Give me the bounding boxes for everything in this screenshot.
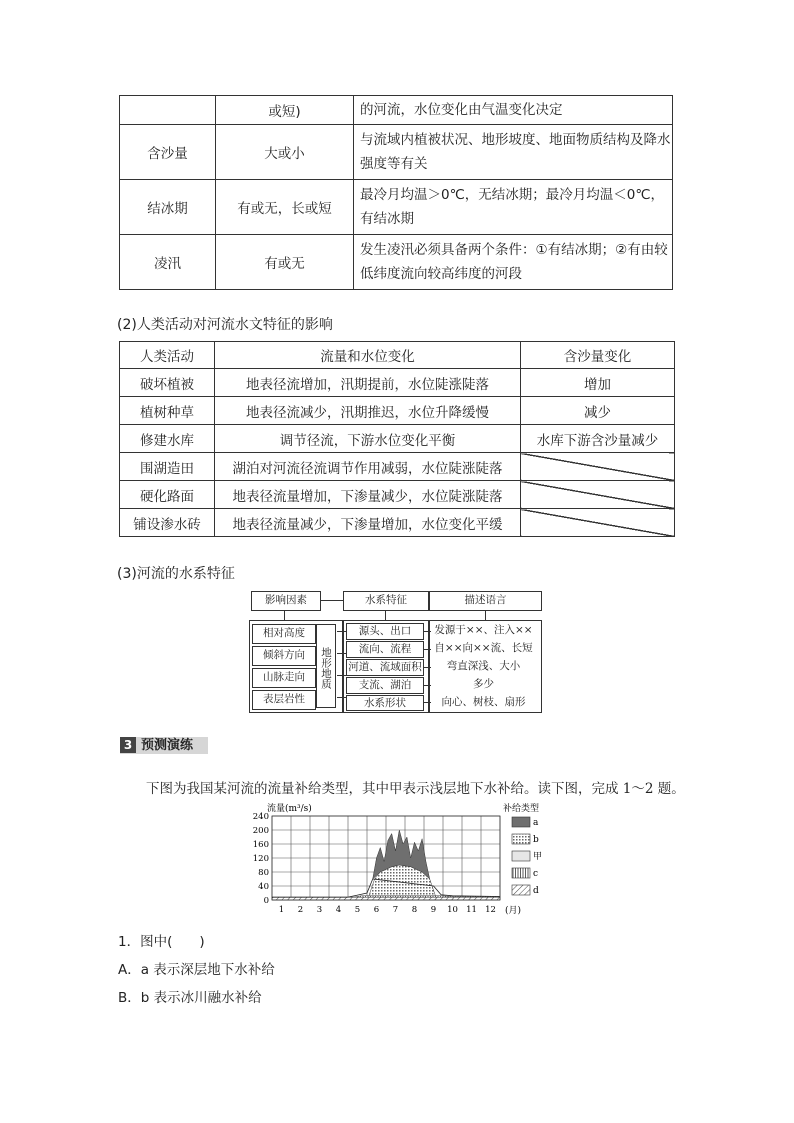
human-activity-table [119,341,675,537]
column-header: 人类活动 [120,342,215,369]
y-tick-label: 240 [252,812,269,822]
table-row [120,180,673,235]
table-cell: 发生凌汛必须具备两个条件：①有结冰期；②有由较低纬度流向较高纬度的河段 [354,235,673,290]
connector-line [428,600,429,601]
table-cell: 植树种草 [120,397,215,425]
table-row [120,125,673,180]
legend-swatch [512,834,530,844]
table-cell: 破坏植被 [120,369,215,397]
y-axis-label: 流量(m³/s) [267,804,312,814]
x-tick-label: 1 [278,905,285,915]
x-tick-label: 11 [466,905,477,915]
feature-item: 水系形状 [346,695,424,711]
connector-line [337,631,346,632]
x-tick-label: 10 [447,905,458,915]
table-row [120,425,675,453]
table-cell: 含沙量 [120,125,216,180]
table-header-row [120,342,675,369]
legend [512,817,542,896]
table-row [120,453,675,481]
legend-label: a [533,818,539,828]
empty-slash-cell [521,509,675,537]
table-cell: 或短) [216,96,354,125]
connector-line [385,610,386,620]
river-system-diagram [249,591,543,713]
x-tick-label: 7 [392,905,399,915]
x-tick-label: 9 [430,905,437,915]
x-tick-label: 8 [411,905,418,915]
connector-line [423,685,431,686]
table-cell: 围湖造田 [120,453,215,481]
table-row [120,397,675,425]
connector-line [284,610,285,620]
header-factors: 影响因素 [251,591,321,611]
table-row [120,369,675,397]
legend-label: d [533,886,539,896]
table-cell: 地表径流量增加，下渗量减少，水位陡涨陡落 [215,481,521,509]
feature-item: 流向、流程 [346,641,424,658]
answer-option-a[interactable]: A．a 表示深层地下水补给 [118,962,275,978]
table-cell: 的河流，水位变化由气温变化决定 [354,96,673,125]
table-cell: 有或无 [216,235,354,290]
table-cell: 铺设渗水砖 [120,509,215,537]
legend-swatch [512,885,530,895]
x-tick-label: 5 [354,905,361,915]
terrain-label: 地形地质 [316,624,336,708]
table-row [120,235,673,290]
table-row [120,509,675,537]
legend-label: 甲 [533,852,543,862]
legend-label: b [533,835,539,845]
connector-line [423,667,431,668]
column-header: 流量和水位变化 [215,342,521,369]
factor-item: 倾斜方向 [252,646,316,666]
table-cell: 最冷月均温＞0℃，无结冰期；最冷月均温＜0℃，有结冰期 [354,180,673,235]
language-item: 多少 [473,678,494,690]
y-tick-label: 0 [263,896,269,906]
language-item: 弯直深浅、大小 [446,660,521,672]
feature-item: 源头、出口 [346,623,424,640]
legend-label: c [533,869,539,879]
header-language: 描述语言 [429,591,542,611]
y-tick-label: 80 [258,868,269,878]
x-tick-label: 12 [485,905,496,915]
hydrology-table [119,95,673,290]
answer-option-b[interactable]: B．b 表示冰川融水补给 [118,990,262,1006]
table-row [120,96,673,125]
section-title: 预测演练 [141,738,194,753]
table-cell: 与流域内植被状况、地形坡度、地面物质结构及降水强度等有关 [354,125,673,180]
table-row [120,481,675,509]
factor-item: 相对高度 [252,624,316,644]
area-d [272,897,500,900]
y-tick-label: 160 [252,840,269,850]
language-item: 自××向××流、长短 [434,642,533,654]
empty-slash-cell [521,453,675,481]
factor-item: 表层岩性 [252,690,316,710]
plot-area [253,812,500,915]
x-axis-label: (月) [505,906,522,916]
column-header: 含沙量变化 [521,342,675,369]
language-item: 向心、树枝、扇形 [441,696,526,708]
table-cell: 地表径流量减少，下渗量增加，水位变化平缓 [215,509,521,537]
x-tick-label: 2 [297,905,304,915]
language-item: 发源于××、注入×× [434,624,533,636]
table-cell: 大或小 [216,125,354,180]
legend-swatch [512,868,530,878]
connector-line [337,675,346,676]
connector-line [485,610,486,620]
table-cell: 减少 [521,397,675,425]
x-tick-label: 3 [316,905,323,915]
section-heading: (2)人类活动对河流水文特征的影响 [117,317,333,333]
x-tick-label: 6 [373,905,380,915]
connector-line [321,600,343,601]
table-cell: 地表径流减少，汛期推迟，水位升降缓慢 [215,397,521,425]
table-cell: 增加 [521,369,675,397]
connector-line [423,649,431,650]
y-tick-label: 120 [252,854,269,864]
legend-title: 补给类型 [503,804,540,814]
header-features: 水系特征 [343,591,429,611]
connector-line [423,631,431,632]
table-cell [120,96,216,125]
runoff-chart [240,800,550,920]
table-cell: 修建水库 [120,425,215,453]
factor-item: 山脉走向 [252,668,316,688]
empty-slash-cell [521,481,675,509]
question-intro: 下图为我国某河流的流量补给类型，其中甲表示浅层地下水补给。读下图，完成 1～2 题。 [146,781,685,797]
table-cell: 湖泊对河流径流调节作用减弱，水位陡涨陡落 [215,453,521,481]
legend-swatch [512,851,530,861]
table-cell: 硬化路面 [120,481,215,509]
legend-swatch [512,817,530,827]
table-cell: 有或无，长或短 [216,180,354,235]
question-stem: 1．图中( ) [118,934,205,950]
feature-item: 支流、湖泊 [346,677,424,694]
connector-line [337,653,346,654]
x-tick-label: 4 [335,905,342,915]
table-cell: 调节径流，下游水位变化平衡 [215,425,521,453]
table-cell: 结冰期 [120,180,216,235]
section-number-badge: 3 [120,737,136,753]
table-cell: 地表径流增加，汛期提前，水位陡涨陡落 [215,369,521,397]
connector-line [337,697,346,698]
y-tick-label: 40 [258,882,269,892]
table-cell: 凌汛 [120,235,216,290]
table-cell: 水库下游含沙量减少 [521,425,675,453]
feature-item: 河道、流域面积 [346,659,424,676]
connector-line [423,702,431,703]
y-tick-label: 200 [252,826,269,836]
section-heading: (3)河流的水系特征 [117,566,235,582]
